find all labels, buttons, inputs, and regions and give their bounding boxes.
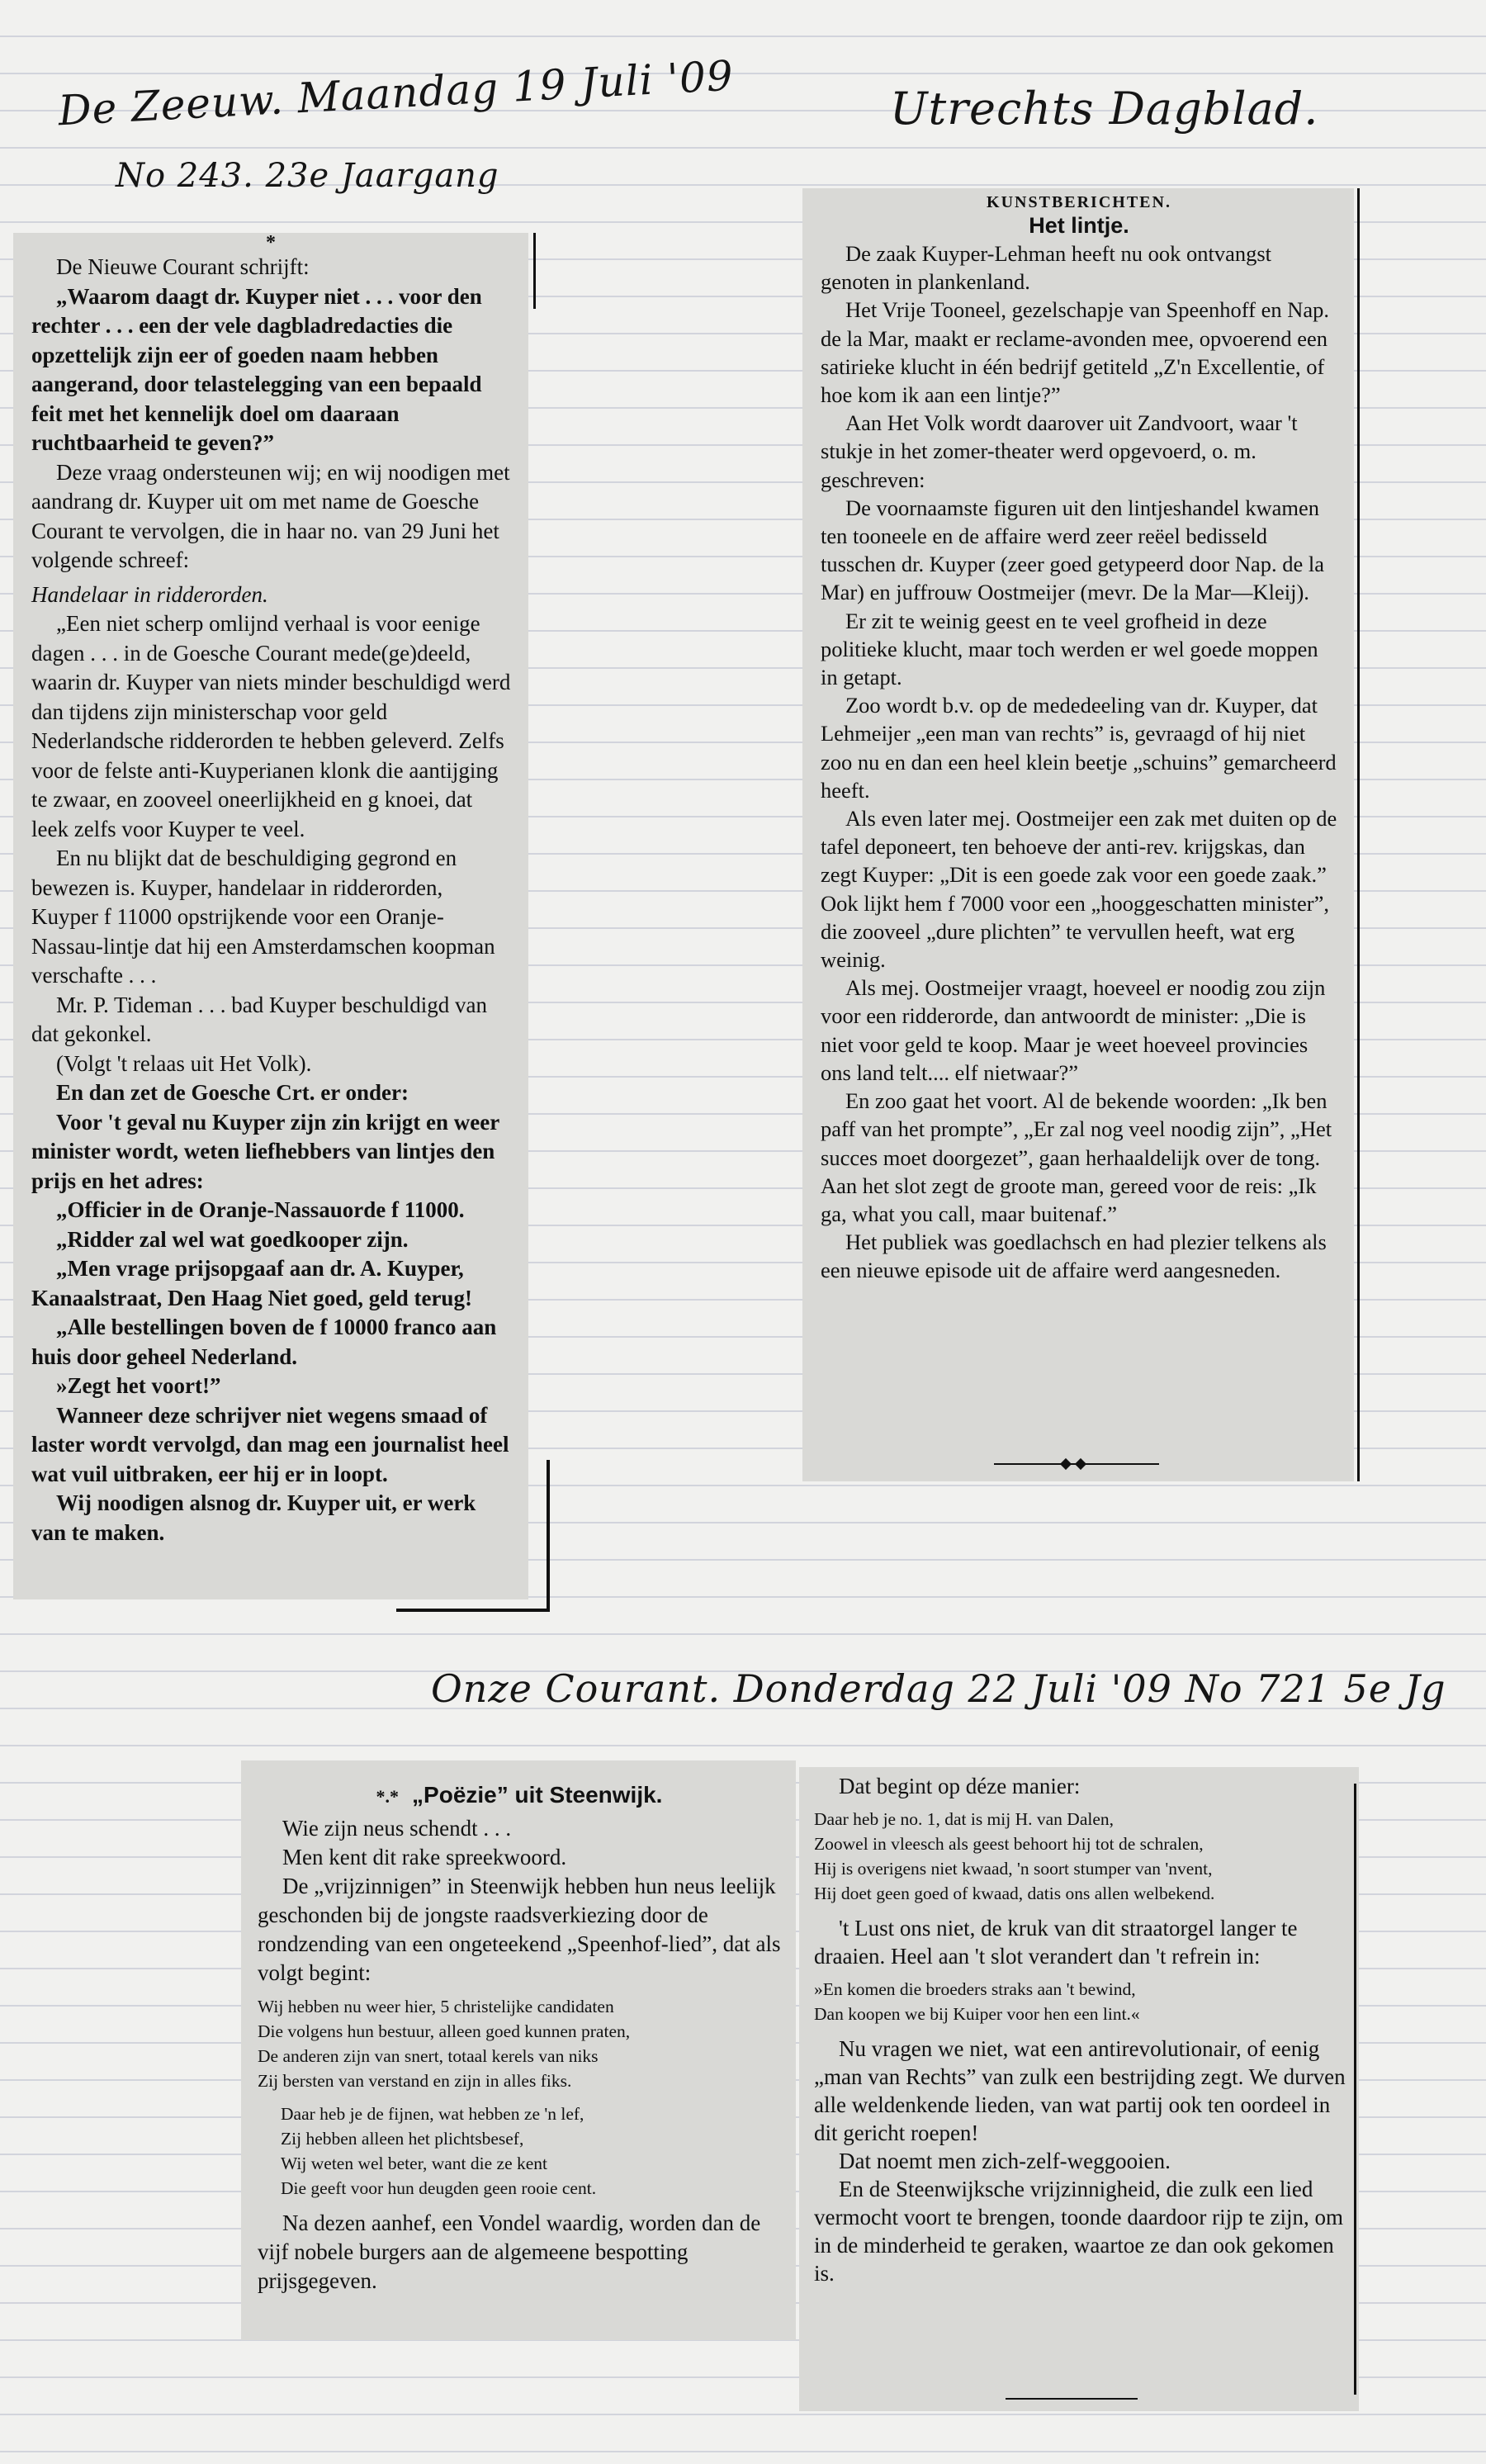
paragraph: Mr. P. Tideman . . . bad Kuyper beschuldigd van dat gekonkel. bbox=[31, 992, 487, 1046]
paragraph: En dan zet de Goesche Crt. er onder: bbox=[56, 1080, 409, 1105]
paragraph: Nu vragen we niet, wat een antirevolutionair, of eenig „man van Rechts” van zulk een bestrijding zegt. We durven alle weldenkende lieden, van wat partij ook ten oordeel in dit gericht roepen! bbox=[814, 2036, 1346, 2145]
verse-block bbox=[814, 1977, 1347, 2026]
paragraph: 't Lust ons niet, de kruk van dit straatorgel langer te draaien. Heel aan 't slot verandert dan 't refrein in: bbox=[814, 1916, 1298, 1969]
section-star: * bbox=[266, 233, 276, 254]
verse-line: Wij hebben nu weer hier, 5 christelijke candidaten bbox=[258, 1997, 614, 2016]
handwritten-de-zeeuw-number: No 243. 23e Jaargang bbox=[116, 157, 499, 195]
verse-line: Wij weten wel beter, want die ze kent bbox=[281, 2154, 548, 2173]
verse-line: Zij hebben alleen het plichtsbesef, bbox=[281, 2129, 524, 2149]
paragraph: En zoo gaat het voort. Al de bekende woorden: „Ik ben paff van het prompte”, „Er zal nog veel noodig zijn”, „Het succes moet doorgezet”, gaan herhaaldelijk over de tong. Aan het slot zegt de groote man, gereed voor de reis: „Ik ga, what you call, maar buitenaf.” bbox=[821, 1088, 1332, 1226]
paragraph: Aan Het Volk wordt daarover uit Zandvoort, waar 't stukje in het zomer-theater werd opgevoerd, o. m. geschreven: bbox=[821, 410, 1298, 492]
subheading: Handelaar in ridderorden. bbox=[31, 581, 268, 607]
verse-line: Daar heb je no. 1, dat is mij H. van Dalen, bbox=[814, 1809, 1114, 1829]
clipping-edge-rule bbox=[533, 233, 536, 309]
paragraph: De zaak Kuyper-Lehman heeft nu ook ontvangst genoten in plankenland. bbox=[821, 241, 1272, 295]
verse-line: Die volgens hun bestuur, alleen goed kunnen praten, bbox=[258, 2021, 631, 2041]
verse-line: Hij is overigens niet kwaad, 'n soort stumper van 'nvent, bbox=[814, 1859, 1213, 1879]
paragraph: Dat begint op déze manier: bbox=[839, 1774, 1081, 1798]
clipping-edge-rule bbox=[1357, 188, 1360, 1481]
paragraph: „Een niet scherp omlijnd verhaal is voor eenige dagen . . . in de Goesche Courant mede(ge)deeld, waarin dr. Kuyper van niets minder beschuldigd werd dan tijdens zijn ministerschap voor geld Nederlandsche ridderorden te hebben geleverd. Zelfs voor de felste anti-Kuyperianen klonk die aantijging te zwaar, en zooveel oneerlijkheid en g knoei, dat leek zelfs voor Kuyper te veel. bbox=[31, 611, 511, 841]
kicker: KUNSTBERICHTEN. bbox=[987, 193, 1171, 211]
paragraph: Het publiek was goedlachsch en had plezier telkens als een nieuwe episode uit de affaire werd aangesneden. bbox=[821, 1230, 1327, 1283]
verse-line: Die geeft voor hun deugden geen rooie cent. bbox=[281, 2178, 597, 2198]
handwritten-onze-courant-title: Onze Courant. Donderdag 22 Juli '09 No 721 5e Jg bbox=[431, 1666, 1446, 1711]
intro-line: Wie zijn neus schendt . . . bbox=[282, 1816, 512, 1841]
verse-line: Dan koopen we bij Kuiper voor hen een lint.« bbox=[814, 2004, 1140, 2024]
paragraph: Na dezen aanhef, een Vondel waardig, worden dan de vijf nobele burgers aan de algemeene bespotting prijsgegeven. bbox=[258, 2210, 761, 2293]
headline: „Poëzie” uit Steenwijk. bbox=[412, 1782, 663, 1808]
paragraph: „Alle bestellingen boven de f 10000 franco aan huis door geheel Nederland. bbox=[31, 1315, 497, 1369]
paragraph: „Ridder zal wel wat goedkooper zijn. bbox=[56, 1226, 409, 1252]
paragraph: Voor 't geval nu Kuyper zijn zin krijgt en weer minister wordt, weten liefhebbers van lintjes den prijs en het adres: bbox=[31, 1109, 499, 1193]
paragraph: »Zegt het voort!” bbox=[56, 1373, 221, 1398]
clipping-onze-courant-left bbox=[241, 1760, 796, 2340]
paragraph: „Officier in de Oranje-Nassauorde f 11000. bbox=[56, 1197, 465, 1222]
paragraph: „Men vrage prijsopgaaf aan dr. A. Kuyper, Kanaalstraat, Den Haag Niet goed, geld terug! bbox=[31, 1256, 472, 1310]
clipping-de-zeeuw bbox=[13, 233, 528, 1599]
paragraph: Deze vraag ondersteunen wij; en wij noodigen met aandrang dr. Kuyper uit om met name de Goesche Courant te vervolgen, die in haar no. van 29 Juni het volgende schreef: bbox=[31, 459, 510, 572]
verse-line: »En komen die broeders straks aan 't bewind, bbox=[814, 1979, 1136, 1999]
paragraph: Wij noodigen alsnog dr. Kuyper uit, er werk van te maken. bbox=[31, 1490, 476, 1545]
paragraph: „Waarom daagt dr. Kuyper niet . . . voor den rechter . . . een der vele dagbladredacties die opzettelijk zijn eer of goeden naam hebben aangerand, door telastelegging van een bepaald feit met het kennelijk doel om daaraan ruchtbaarheid te geven?” bbox=[31, 283, 482, 455]
clipping-edge-rule bbox=[547, 1460, 550, 1609]
handwritten-de-zeeuw-title: De Zeeuw. Maandag 19 Juli '09 bbox=[57, 51, 736, 135]
clipping-utrechts-dagblad bbox=[802, 188, 1354, 1481]
clipping-edge-rule bbox=[396, 1609, 550, 1612]
clipping-onze-courant-right bbox=[799, 1767, 1359, 2411]
paragraph: Als even later mej. Oostmeijer een zak met duiten op de tafel deponeert, ten behoeve der anti-rev. krijgskas, dan zegt Kuyper: „Dit is een goede zak voor een goede zaak.” Ook lijkt hem f 7000 voor een „hooggeschatten minister”, die zooveel „dure plichten” te vervullen heeft, wat erg weinig. bbox=[821, 806, 1337, 973]
paragraph: Het Vrije Tooneel, gezelschapje van Speenhoff en Nap. de la Mar, maakt er reclame-avonden mee, opvoerend een satirieke klucht in één bedrijf getiteld „Z'n Excellentie, of hoe kom ik aan een lintje?” bbox=[821, 297, 1329, 408]
headline: Het lintje. bbox=[1029, 213, 1129, 238]
paragraph: Er zit te weinig geest en te veel grofheid in deze politieke klucht, maar toch werden er wel goede moppen in getapt. bbox=[821, 608, 1318, 690]
verse-line: Zoowel in vleesch als geest behoort hij tot de schralen, bbox=[814, 1834, 1204, 1854]
paragraph: (Volgt 't relaas uit Het Volk). bbox=[56, 1050, 312, 1076]
paragraph: De „vrijzinnigen” in Steenwijk hebben hun neus leelijk geschonden bij de jongste raadsverkiezing door de rondzending van een ongeteekend „Speenhof-lied”, dat als volgt begint: bbox=[258, 1874, 781, 1985]
verse-line: Hij doet geen goed of kwaad, datis ons allen welbekend. bbox=[814, 1884, 1215, 1903]
paragraph: De Nieuwe Courant schrijft: bbox=[56, 254, 310, 279]
paragraph: Dat noemt men zich-zelf-weggooien. bbox=[839, 2149, 1171, 2173]
verse-block bbox=[814, 1807, 1347, 1906]
paragraph: Wanneer deze schrijver niet wegens smaad of laster wordt vervolgd, dan mag een journalist heel wat vuil uitbraken, eer hij er in loopt. bbox=[31, 1402, 509, 1486]
handwritten-utrechts-dagblad-title: Utrechts Dagblad. bbox=[890, 83, 1319, 135]
paragraph: De voornaamste figuren uit den lintjeshandel kwamen ten tooneele en de affaire werd zeer reëel bedisseld tusschen dr. Kuyper (zeer goed getypeerd door Nap. de la Mar) en juffrouw Oostmeijer (mevr. De la Mar—Kleij). bbox=[821, 495, 1325, 605]
clipping-edge-rule bbox=[1354, 1784, 1356, 2395]
section-stars: *.* bbox=[376, 1786, 400, 1807]
verse-line: De anderen zijn van snert, totaal kerels van niks bbox=[258, 2046, 599, 2066]
paragraph: Als mej. Oostmeijer vraagt, hoeveel er noodig zou zijn voor een ridderorde, dan antwoordt de minister: „Die is niet voor geld te koop. Maar je weet hoeveel provincies ons land telt.... elf nietwaar?” bbox=[821, 975, 1326, 1085]
verse-line: Zij bersten van verstand en zijn in alles fiks. bbox=[258, 2071, 572, 2091]
end-ornament bbox=[994, 1462, 1159, 1467]
paragraph: En de Steenwijksche vrijzinnigheid, die zulk een lied vermocht voort te brengen, toonde daardoor rijp te zijn, om in de minderheid te geraken, waartoe ze dan ook gekomen is. bbox=[814, 2177, 1344, 2286]
verse-line: Daar heb je de fijnen, wat hebben ze 'n lef, bbox=[281, 2104, 584, 2124]
intro-line: Men kent dit rake spreekwoord. bbox=[282, 1845, 567, 1869]
headline-row bbox=[258, 1780, 781, 1811]
end-rule bbox=[1006, 2398, 1138, 2400]
paragraph: En nu blijkt dat de beschuldiging gegrond en bewezen is. Kuyper, handelaar in ridderorden, Kuyper f 11000 opstrijkende voor een Oranje-Nassau-lintje dat hij een Amsterdamschen koopman verschafte . . . bbox=[31, 846, 495, 988]
verse-block bbox=[258, 2102, 781, 2201]
verse-block bbox=[258, 1994, 781, 2093]
paragraph: Zoo wordt b.v. op de mededeeling van dr. Kuyper, dat Lehmeijer „een man van rechts” is, gevraagd of hij niet zoo nu en dan een heel klein beetje „schuins” gemarcheerd heeft. bbox=[821, 693, 1337, 803]
